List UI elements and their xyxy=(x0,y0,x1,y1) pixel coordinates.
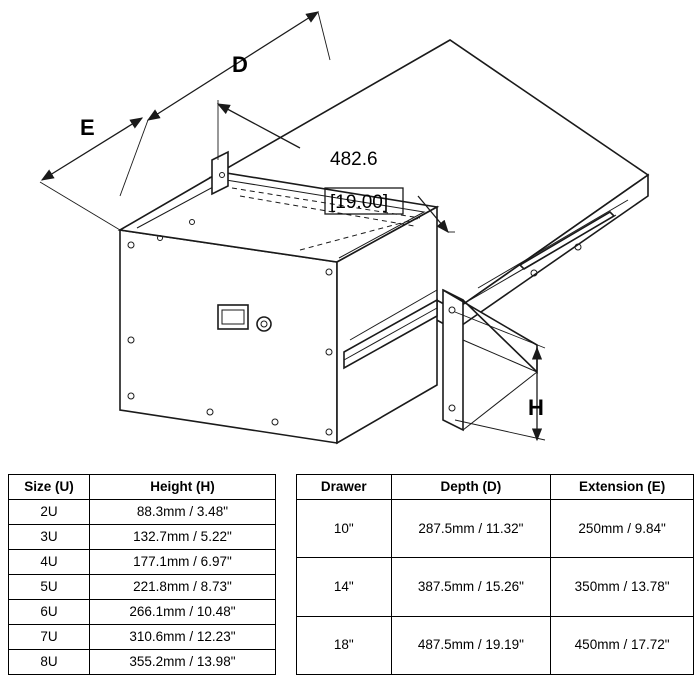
table-row xyxy=(297,558,694,616)
spec-tables xyxy=(0,474,700,675)
depth-extension-table xyxy=(296,474,694,675)
height-table xyxy=(8,474,276,675)
cell-size: 6U xyxy=(9,600,90,625)
height-label: H xyxy=(528,395,544,420)
col-height: Height (H) xyxy=(89,475,275,500)
table-row xyxy=(9,575,276,600)
cell-height: 177.1mm / 6.97" xyxy=(89,550,275,575)
cell-depth: 487.5mm / 19.19" xyxy=(391,616,551,674)
ext-line-d-right xyxy=(318,12,330,60)
dimension-line-width-left xyxy=(218,104,300,148)
gusset-fold-line xyxy=(463,300,537,372)
cell-size: 2U xyxy=(9,500,90,525)
table-row xyxy=(297,616,694,674)
cell-size: 7U xyxy=(9,625,90,650)
cell-height: 221.8mm / 8.73" xyxy=(89,575,275,600)
right-bracket-plate xyxy=(443,290,463,430)
cell-height: 310.6mm / 12.23" xyxy=(89,625,275,650)
ext-line-h-bottom xyxy=(455,420,545,440)
front-lock-core xyxy=(261,321,267,327)
extension-label: E xyxy=(80,115,95,140)
front-handle-recess xyxy=(222,310,244,324)
table-header-row xyxy=(297,475,694,500)
drawer-front-face xyxy=(120,230,337,443)
cell-size: 4U xyxy=(9,550,90,575)
ext-line-e-lower xyxy=(40,182,120,230)
col-depth: Depth (D) xyxy=(391,475,551,500)
cell-size: 5U xyxy=(9,575,90,600)
cell-extension: 350mm / 13.78" xyxy=(551,558,694,616)
col-size-u: Size (U) xyxy=(9,475,90,500)
cell-extension: 250mm / 9.84" xyxy=(551,500,694,558)
table-header-row xyxy=(9,475,276,500)
table-row xyxy=(9,625,276,650)
cell-drawer: 18" xyxy=(297,616,392,674)
col-extension: Extension (E) xyxy=(551,475,694,500)
cell-height: 355.2mm / 13.98" xyxy=(89,650,275,675)
ext-line-d-left xyxy=(120,120,148,196)
cell-height: 132.7mm / 5.22" xyxy=(89,525,275,550)
cell-height: 266.1mm / 10.48" xyxy=(89,600,275,625)
cell-size: 3U xyxy=(9,525,90,550)
cell-depth: 387.5mm / 15.26" xyxy=(391,558,551,616)
table-row xyxy=(9,600,276,625)
cell-drawer: 10" xyxy=(297,500,392,558)
table-row xyxy=(9,500,276,525)
depth-label: D xyxy=(232,52,248,77)
table-row xyxy=(297,500,694,558)
width-value-bracket: [19.00] xyxy=(330,192,389,213)
cell-drawer: 14" xyxy=(297,558,392,616)
table-row xyxy=(9,650,276,675)
table-row xyxy=(9,550,276,575)
cell-size: 8U xyxy=(9,650,90,675)
cell-extension: 450mm / 17.72" xyxy=(551,616,694,674)
col-drawer: Drawer xyxy=(297,475,392,500)
gusset-bottom-edge xyxy=(463,372,537,430)
cell-depth: 287.5mm / 11.32" xyxy=(391,500,551,558)
table-row xyxy=(9,525,276,550)
cell-height: 88.3mm / 3.48" xyxy=(89,500,275,525)
width-value: 482.6 xyxy=(330,149,378,170)
